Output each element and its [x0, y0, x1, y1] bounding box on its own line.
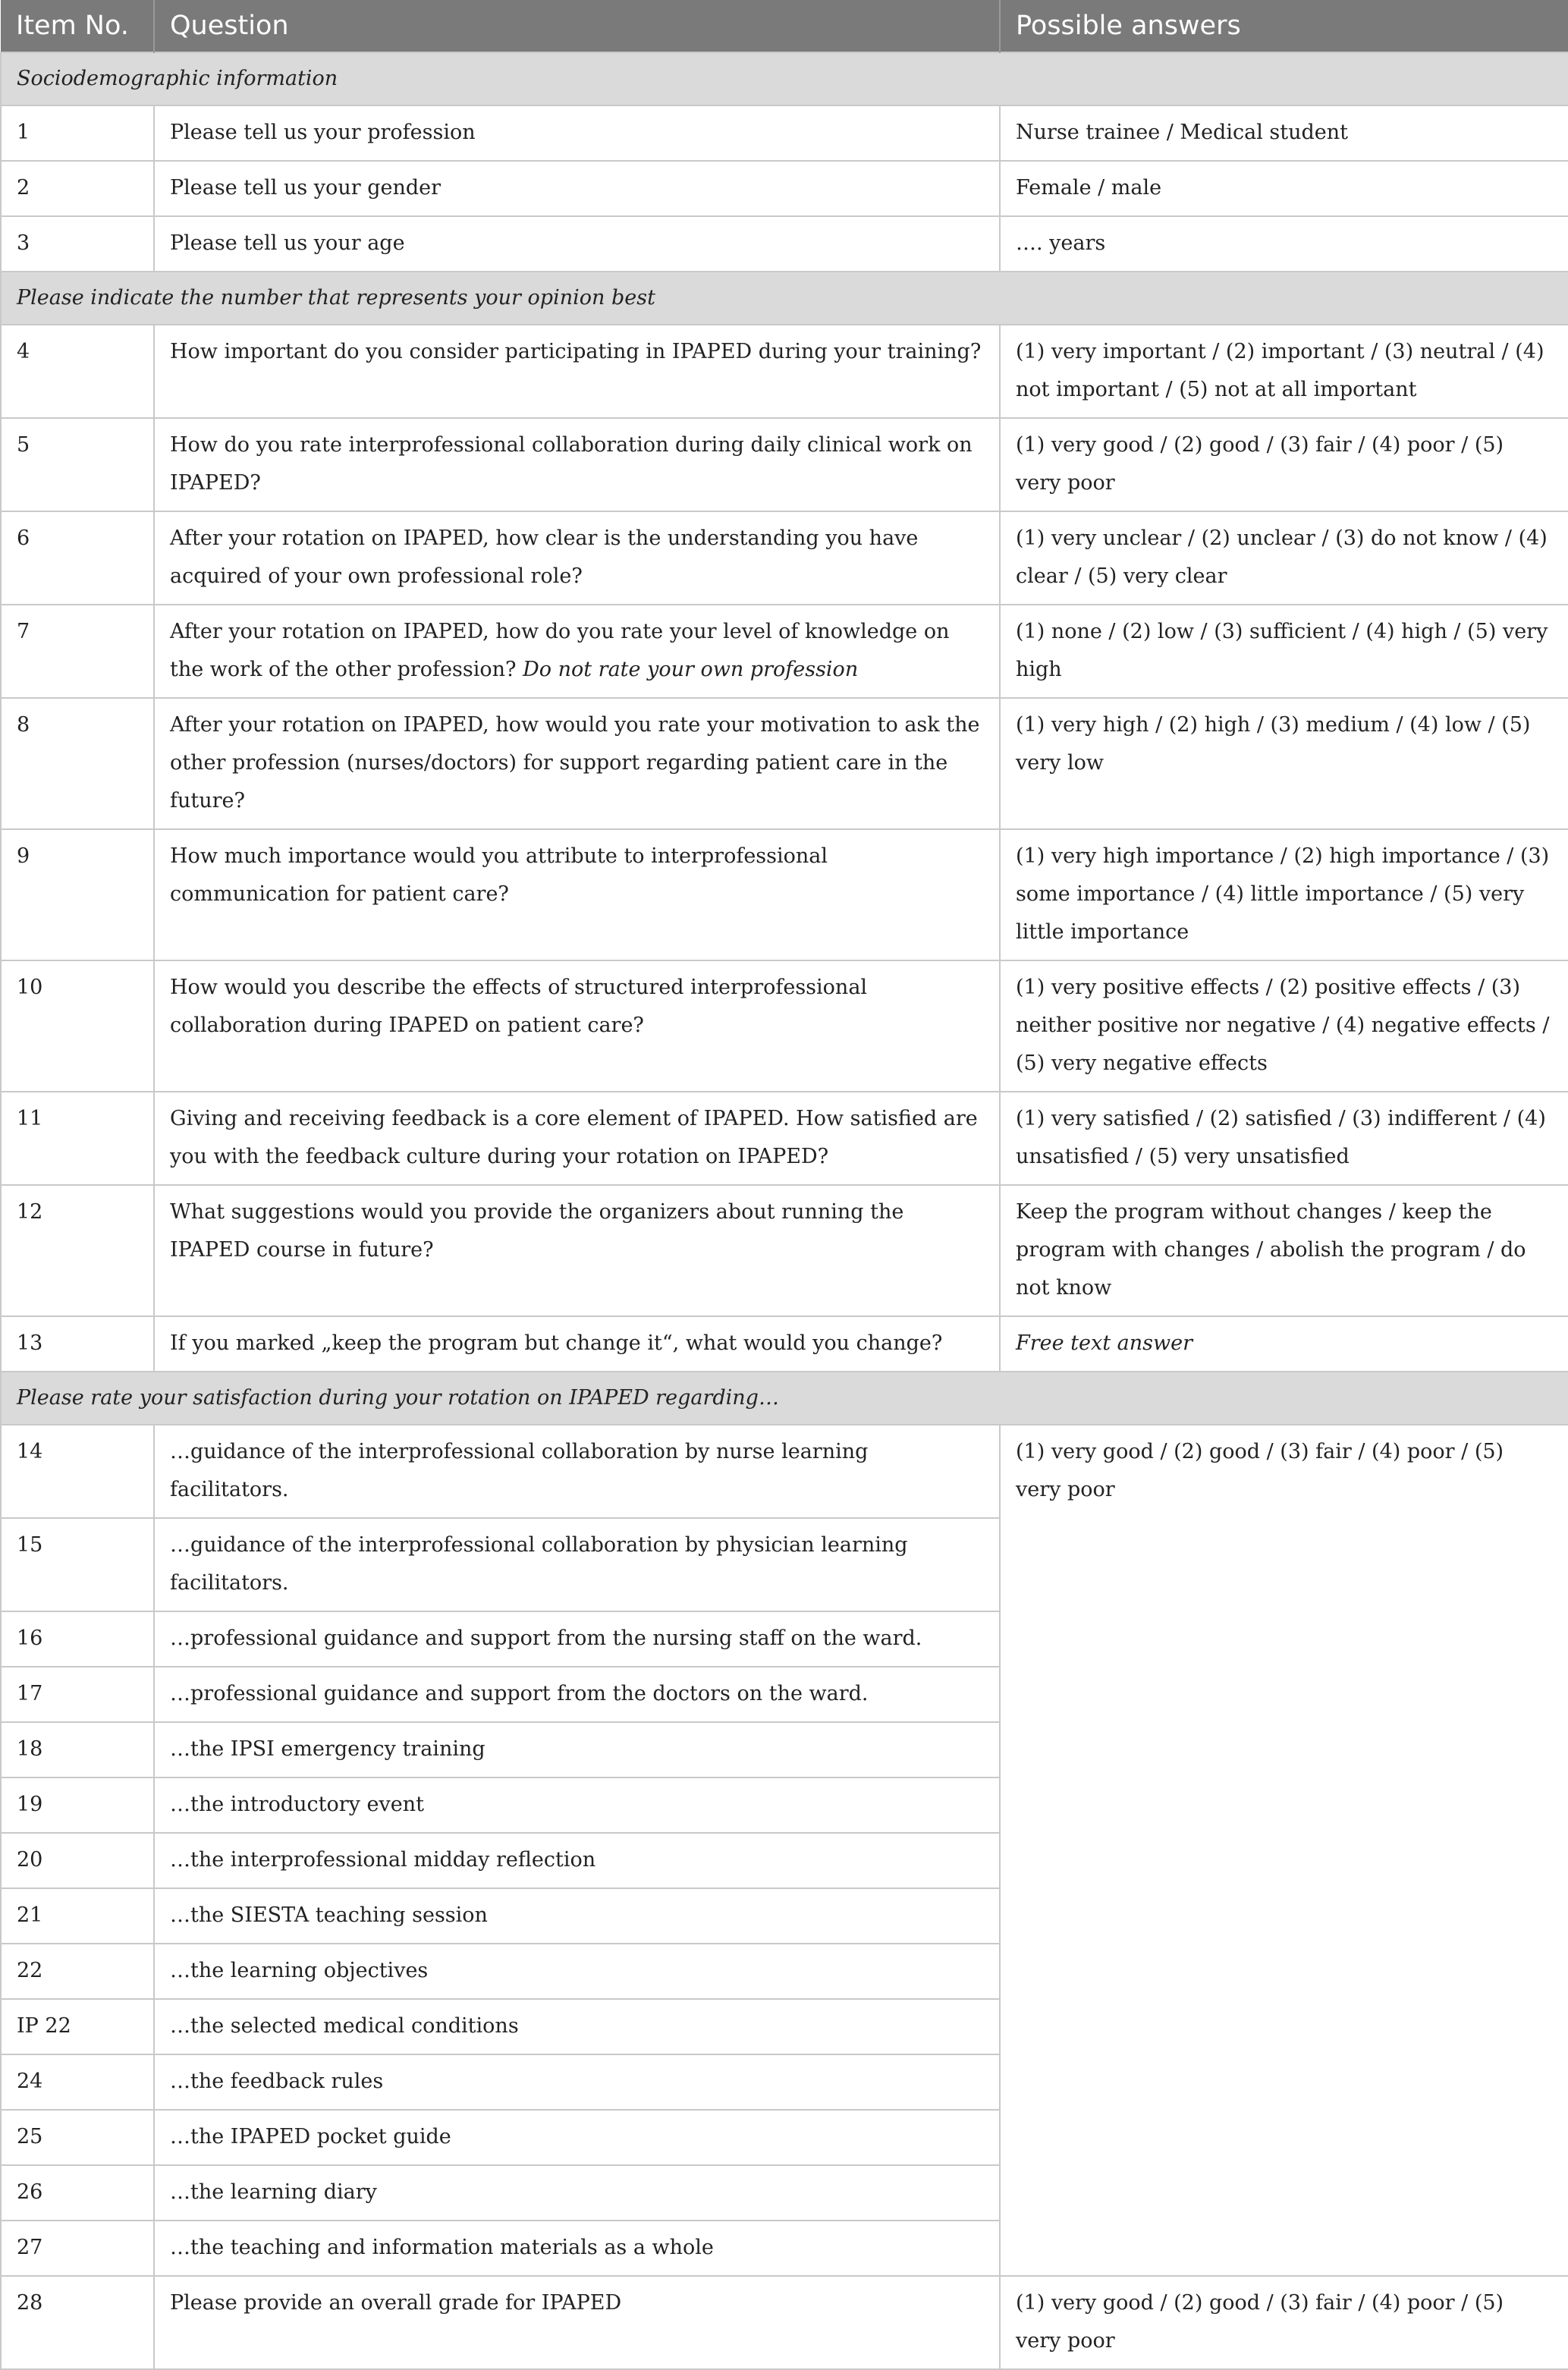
answers: Female / male: [1000, 161, 1568, 216]
item-no: 11: [1, 1092, 154, 1185]
item-no: 5: [1, 418, 154, 511]
table-row: [1, 1185, 1568, 1316]
item-no: 1: [1, 105, 154, 161]
answers: (1) none / (2) low / (3) sufficient / (4) high / (5) very high: [1000, 605, 1568, 698]
answers: (1) very high / (2) high / (3) medium / (4) low / (5) very low: [1000, 698, 1568, 829]
question: After your rotation on IPAPED, how would you rate your motivation to ask the other profession (nurses/doctors) for support regarding patient care in the future?: [154, 698, 1000, 829]
table-row: [1, 2276, 1568, 2369]
header-item-no: Item No.: [1, 0, 154, 52]
answers-shared: (1) very good / (2) good / (3) fair / (4) poor / (5) very poor: [1000, 1425, 1568, 2276]
table-row: [1, 161, 1568, 216]
question: …the feedback rules: [154, 2054, 1000, 2110]
item-no: 13: [1, 1316, 154, 1372]
item-no: 3: [1, 216, 154, 272]
table-row: [1, 698, 1568, 829]
answers: Keep the program without changes / keep the program with changes / abolish the program / do not know: [1000, 1185, 1568, 1316]
table-row: [1, 960, 1568, 1092]
item-no: 21: [1, 1888, 154, 1944]
question: …the selected medical conditions: [154, 1999, 1000, 2054]
question: After your rotation on IPAPED, how clear is the understanding you have acquired of your own professional role?: [154, 511, 1000, 605]
item-no: 26: [1, 2165, 154, 2221]
item-no: 2: [1, 161, 154, 216]
answers: (1) very good / (2) good / (3) fair / (4) poor / (5) very poor: [1000, 418, 1568, 511]
table-row: [1, 1316, 1568, 1372]
item-no: 10: [1, 960, 154, 1092]
answers: (1) very important / (2) important / (3) neutral / (4) not important / (5) not at all important: [1000, 325, 1568, 418]
question: …the learning objectives: [154, 1944, 1000, 1999]
answers: (1) very unclear / (2) unclear / (3) do not know / (4) clear / (5) very clear: [1000, 511, 1568, 605]
answers: Nurse trainee / Medical student: [1000, 105, 1568, 161]
table-row: [1, 216, 1568, 272]
question: Please provide an overall grade for IPAPED: [154, 2276, 1000, 2369]
question-note: Do not rate your own profession: [523, 658, 859, 681]
header-row: [1, 0, 1568, 52]
question: Please tell us your gender: [154, 161, 1000, 216]
table-row: [1, 1425, 1568, 1518]
question: How do you rate interprofessional collaboration during daily clinical work on IPAPED?: [154, 418, 1000, 511]
question: …the IPAPED pocket guide: [154, 2110, 1000, 2165]
question: …professional guidance and support from the nursing staff on the ward.: [154, 1611, 1000, 1667]
table-row: [1, 325, 1568, 418]
question: How would you describe the effects of structured interprofessional collaboration during IPAPED on patient care?: [154, 960, 1000, 1092]
item-no: 16: [1, 1611, 154, 1667]
question: …guidance of the interprofessional collaboration by physician learning facilitators.: [154, 1518, 1000, 1611]
item-no: 19: [1, 1778, 154, 1833]
question: …the IPSI emergency training: [154, 1722, 1000, 1778]
item-no: 22: [1, 1944, 154, 1999]
question: What suggestions would you provide the organizers about running the IPAPED course in future?: [154, 1185, 1000, 1316]
header-question: Question: [154, 0, 1000, 52]
question: How much importance would you attribute to interprofessional communication for patient care?: [154, 829, 1000, 960]
item-no: 8: [1, 698, 154, 829]
question: How important do you consider participating in IPAPED during your training?: [154, 325, 1000, 418]
question: Giving and receiving feedback is a core element of IPAPED. How satisfied are you with the feedback culture during your rotation on IPAPED?: [154, 1092, 1000, 1185]
answers: (1) very good / (2) good / (3) fair / (4) poor / (5) very poor: [1000, 2276, 1568, 2369]
section-title: Sociodemographic information: [1, 52, 1568, 105]
answers: …. years: [1000, 216, 1568, 272]
header-answers: Possible answers: [1000, 0, 1568, 52]
item-no: 25: [1, 2110, 154, 2165]
item-no: 18: [1, 1722, 154, 1778]
question-text: After your rotation on IPAPED, how do you rate your level of knowledge on the work of the other profession?: [170, 620, 950, 681]
question: Please tell us your profession: [154, 105, 1000, 161]
table-row: [1, 511, 1568, 605]
table-row: [1, 105, 1568, 161]
question: …the interprofessional midday reflection: [154, 1833, 1000, 1888]
question: …the introductory event: [154, 1778, 1000, 1833]
answers: (1) very satisfied / (2) satisfied / (3) indifferent / (4) unsatisfied / (5) very unsatisfied: [1000, 1092, 1568, 1185]
question: [154, 605, 1000, 698]
question: …the learning diary: [154, 2165, 1000, 2221]
item-no: 7: [1, 605, 154, 698]
section-row: [1, 52, 1568, 105]
section-row: [1, 272, 1568, 325]
section-row: [1, 1372, 1568, 1425]
table-row: [1, 1092, 1568, 1185]
item-no: 20: [1, 1833, 154, 1888]
item-no: 24: [1, 2054, 154, 2110]
section-title: Please indicate the number that represents your opinion best: [1, 272, 1568, 325]
item-no: 17: [1, 1667, 154, 1722]
item-no: 27: [1, 2221, 154, 2276]
answers: (1) very high importance / (2) high importance / (3) some importance / (4) little importance / (5) very little importance: [1000, 829, 1568, 960]
item-no: 28: [1, 2276, 154, 2369]
item-no: 15: [1, 1518, 154, 1611]
table-row: [1, 829, 1568, 960]
item-no: 4: [1, 325, 154, 418]
table-row: [1, 605, 1568, 698]
answers: (1) very positive effects / (2) positive effects / (3) neither positive nor negative / (4) negative effects / (5) very negative effects: [1000, 960, 1568, 1092]
question: …the SIESTA teaching session: [154, 1888, 1000, 1944]
section-title: Please rate your satisfaction during your rotation on IPAPED regarding…: [1, 1372, 1568, 1425]
answers: [1000, 1316, 1568, 1372]
question: Please tell us your age: [154, 216, 1000, 272]
item-no: 12: [1, 1185, 154, 1316]
item-no: 9: [1, 829, 154, 960]
answers-text: Free text answer: [1016, 1331, 1193, 1355]
table-row: [1, 418, 1568, 511]
question: …guidance of the interprofessional collaboration by nurse learning facilitators.: [154, 1425, 1000, 1518]
question: …the teaching and information materials as a whole: [154, 2221, 1000, 2276]
question: …professional guidance and support from the doctors on the ward.: [154, 1667, 1000, 1722]
item-no: 14: [1, 1425, 154, 1518]
item-no: 6: [1, 511, 154, 605]
question: If you marked „keep the program but change it“, what would you change?: [154, 1316, 1000, 1372]
item-no: IP 22: [1, 1999, 154, 2054]
